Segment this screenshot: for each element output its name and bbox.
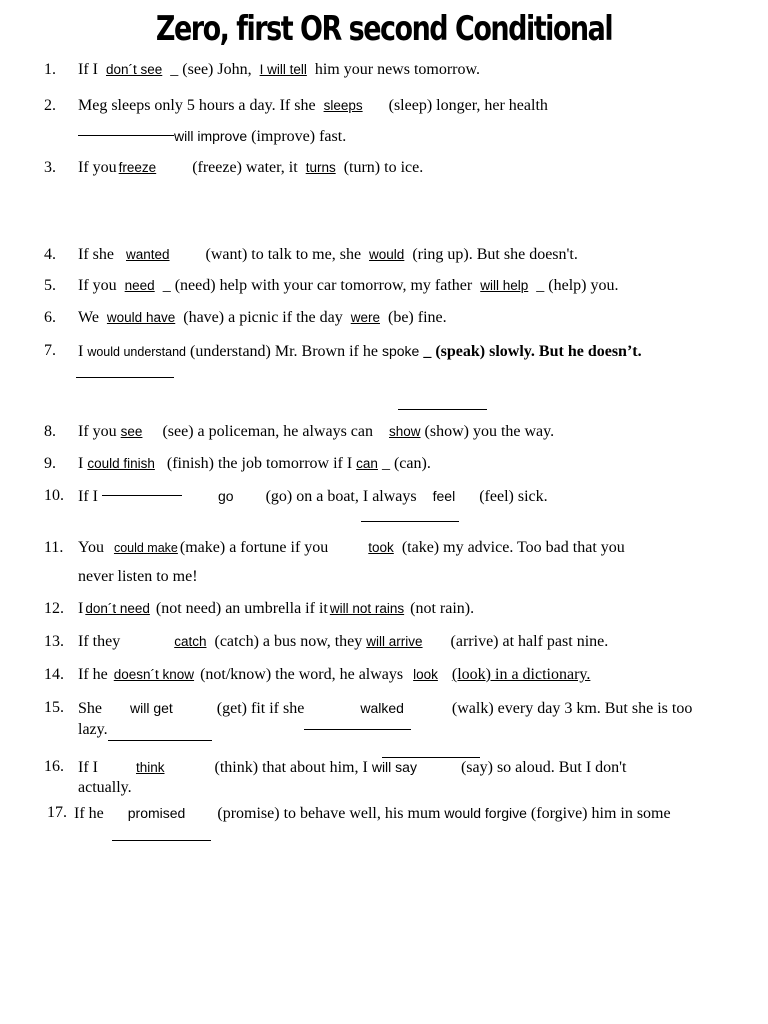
answer-text: will improve [174,128,248,144]
question-text: If I [78,488,98,505]
question-text: (forgive) him in some [530,805,671,822]
question-number: 5. [44,277,56,294]
question-text: If you [78,423,117,440]
question-number: 3. [44,159,56,176]
question-text: (freeze) water, it [192,159,298,176]
question-number: 7. [44,342,56,359]
question-text: If he [74,805,104,822]
answer-blank: sleeps [323,98,363,113]
question-text: (catch) a bus now, they [214,633,363,650]
answer-blank: would [369,247,405,262]
question-text: You [78,539,104,556]
question-text: (not need) an umbrella if it [155,600,328,617]
question-text: (see) a policeman, he always can [162,423,373,440]
question-number: 15. [44,699,64,716]
question-text: (ring up). But she doesn't. [412,246,578,263]
answer-text: will say [371,759,417,775]
question-number: 4. [44,246,56,263]
question-text: If they [78,633,121,650]
answer-blank: freeze [118,160,157,175]
question-text: I [78,343,84,360]
question-text: (sleep) longer, her health [388,97,548,114]
question-text: (finish) the job tomorrow if I [166,455,353,472]
question-text: _ (can). [381,455,431,472]
question-number: 13. [44,633,64,650]
question-text: (be) fine. [387,309,447,326]
question-2-continued [78,125,346,148]
answer-line [78,135,174,136]
question-text: _ (help) you. [536,277,619,294]
question-number: 16. [44,758,64,775]
question-number: 8. [44,423,56,440]
answer-line [361,521,459,522]
question-number: 6. [44,309,56,326]
answer-text: would forgive [444,805,527,821]
question-text: (arrive) at half past nine. [450,633,609,650]
question-number: 12. [44,600,64,617]
question-15-continued: lazy. [78,721,108,738]
answer-blank: will arrive [366,634,423,649]
answer-blank: would have [106,310,176,325]
answer-blank: (look) in a dictionary. [451,666,591,683]
answer-line [108,740,212,741]
worksheet-title: Zero, first OR second Conditional [155,10,613,49]
question-text: him your news tomorrow. [314,61,481,78]
answer-blank: took [368,540,394,555]
question-text: _ (speak) slowly. But he doesn’t. [423,343,642,360]
question-number: 9. [44,455,56,472]
answer-text: promised [127,805,186,821]
question-text: (make) a fortune if you [179,539,329,556]
question-text: We [78,309,99,326]
question-text: (think) that about him, I [214,759,368,776]
question-text: (not rain). [410,600,475,617]
question-number: 1. [44,61,56,78]
answer-blank: don´t need [85,601,150,616]
answer-blank: were [350,310,380,325]
question-text: (show) you the way. [424,423,555,440]
answer-blank: show [389,424,421,439]
question-text: If you [78,277,117,294]
answer-blank: think [135,760,165,775]
answer-text: would understand [87,345,187,359]
question-text: (go) on a boat, I always [265,488,417,505]
answer-blank: wanted [125,247,170,262]
answer-text: will get [130,700,173,716]
question-11-continued: never listen to me! [78,568,198,585]
question-number: 10. [44,487,64,504]
question-text: (improve) fast. [251,128,347,145]
question-16-continued: actually. [78,779,132,796]
question-text: (have) a picnic if the day [183,309,343,326]
question-number: 2. [44,97,56,114]
answer-blank: I will tell [259,62,307,77]
answer-blank: see [120,424,143,439]
question-number: 17. [47,804,67,821]
answer-blank: turns [305,160,336,175]
question-text: _ (need) help with your car tomorrow, my father [162,277,473,294]
question-text: (take) my advice. Too bad that you [401,539,625,556]
answer-text: go [217,488,234,504]
question-text: (not/know) the word, he always [200,666,404,683]
answer-line [76,377,174,378]
question-text: If you [78,159,117,176]
answer-text: feel [432,488,456,504]
question-text: I [78,600,84,617]
answer-blank: will help [480,278,529,293]
question-text: (walk) every day 3 km. But she is too [451,700,693,717]
answer-line [398,409,487,410]
question-text: If he [78,666,108,683]
question-text: (feel) sick. [479,488,548,505]
answer-blank: could finish [87,456,155,471]
answer-blank: need [124,278,155,293]
question-text: (get) fit if she [216,700,305,717]
answer-line [102,495,182,496]
question-number: 11. [44,539,64,556]
answer-blank: can [356,456,378,471]
question-text: If I [78,759,98,776]
question-text: I [78,455,84,472]
question-text: _ (see) John, [170,61,252,78]
answer-text: spoke [381,343,420,359]
answer-blank: will not rains [329,601,405,616]
question-text: (say) so aloud. But I don't [460,759,627,776]
question-text: She [78,700,102,717]
answer-blank: don´t see [105,62,163,77]
question-number: 14. [44,666,64,683]
answer-line [112,840,211,841]
question-text: (want) to talk to me, she [205,246,362,263]
answer-blank: could make [113,541,178,555]
question-text: (promise) to behave well, his mum [217,805,441,822]
question-text: If she [78,246,114,263]
answer-blank: doesn´t know [113,667,195,682]
answer-line [304,729,411,730]
answer-text: walked [360,700,404,716]
question-text: (turn) to ice. [343,159,424,176]
question-text: (understand) Mr. Brown if he [190,343,378,360]
answer-blank: catch [174,634,207,649]
question-text: Meg sleeps only 5 hours a day. If she [78,97,316,114]
question-text: If I [78,61,98,78]
answer-blank: look [413,667,438,682]
